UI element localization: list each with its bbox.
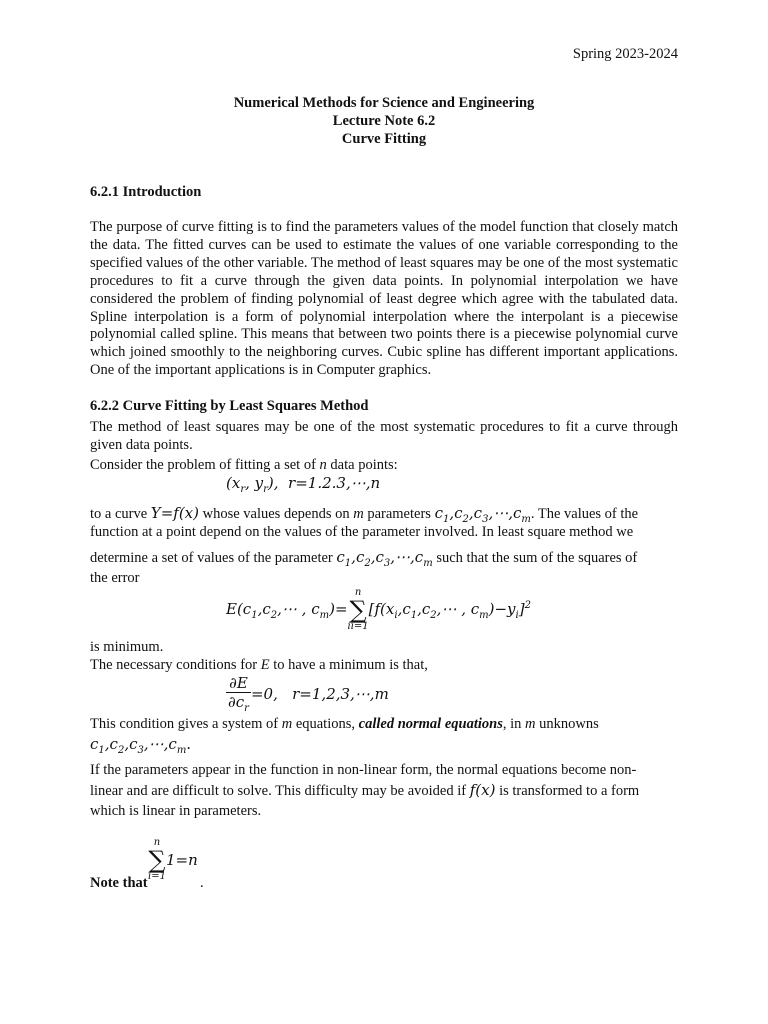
nonlinear-paragraph-line1: If the parameters appear in the function in non-linear form, the normal equations become non- (90, 762, 637, 778)
curve-sentence-line3: determine a set of values of the parameter $c_1,c_2,c_3,\cdots,c_m$ such that the sum of the squares of (90, 548, 638, 569)
unknowns-list: $c_1,c_2,c_3,\cdots,c_m$. (90, 735, 192, 756)
curve-sentence-line4: the error (90, 570, 140, 586)
curve-sentence-line1: to a curve Y=f(x) whose values depends on m parameters $c_1,c_2,c_3,\cdots,c_m$. The values of the (90, 504, 639, 525)
condition-equation: $\frac{\partial E}{\partial c_r}$ =0, r=1,2,3,⋯,m (228, 674, 389, 714)
note-period: . (200, 875, 204, 891)
normal-equations-text: This condition gives a system of m equations, called normal equations, in m unknowns (90, 716, 599, 732)
data-points-sentence: Consider the problem of fitting a set of n data points: (90, 457, 398, 473)
nonlinear-paragraph-line2: linear and are difficult to solve. This difficulty may be avoided if f(x) is transformed to a form (90, 781, 640, 799)
necessary-condition-text: The necessary conditions for E to have a minimum is that, (90, 657, 428, 673)
nonlinear-paragraph-line3: which is linear in parameters. (90, 803, 262, 819)
lecture-number: Lecture Note 6.2 (332, 113, 436, 129)
section-heading-introduction: 6.2.1 Introduction (90, 184, 202, 200)
data-points-equation: ($x_r$, $y_r$), r=1.2.3,⋯,n (226, 474, 381, 495)
lecture-topic: Curve Fitting (341, 131, 427, 147)
minimum-text: is minimum. (90, 639, 164, 655)
least-squares-paragraph: The method of least squares may be one of the most systematic procedures to fit a curve through given data points. (90, 419, 678, 453)
section-heading-least-squares: 6.2.2 Curve Fitting by Least Squares Method (90, 398, 369, 414)
normal-equations-term: called normal equations (358, 716, 503, 732)
introduction-paragraph: The purpose of curve fitting is to find the parameters values of the model function that closely match the data. The fitted curves can be used to estimate the values of one variable corresponding to the specified values of the other variable. The method of least squares may be one of the most systematic procedures to fit a curve through the given data points. In polynomial interpolation we have considered the problem of finding polynomial of least degree which agree with the tabulated data. Spline interpolation is a form of polynomial interpolation where the interpolant is a piecewise polynomial called spline. This means that between two points there is a piecewise polynomial curve which joined smoothly to the neighboring curves. Cubic spline has different important applications. One of the important applications is in Computer graphics. (90, 219, 678, 379)
document-title (0, 94, 768, 148)
error-equation: $E(c_1,c_2,\cdots$ , $c_m)=$ n ∑ ii=1 [$f(x_i,c_1,c_2,\cdots$ , $c_m)-y_i]^2$ (226, 587, 531, 632)
semester-label: Spring 2023-2024 (572, 46, 678, 62)
note-label: Note that (90, 875, 148, 891)
course-title: Numerical Methods for Science and Engineering (233, 95, 535, 111)
note-sum-equation: n ∑ i=1 1=n (148, 837, 198, 882)
curve-sentence-line2: function at a point depend on the values of the parameter involved. In least square method we (90, 524, 634, 540)
